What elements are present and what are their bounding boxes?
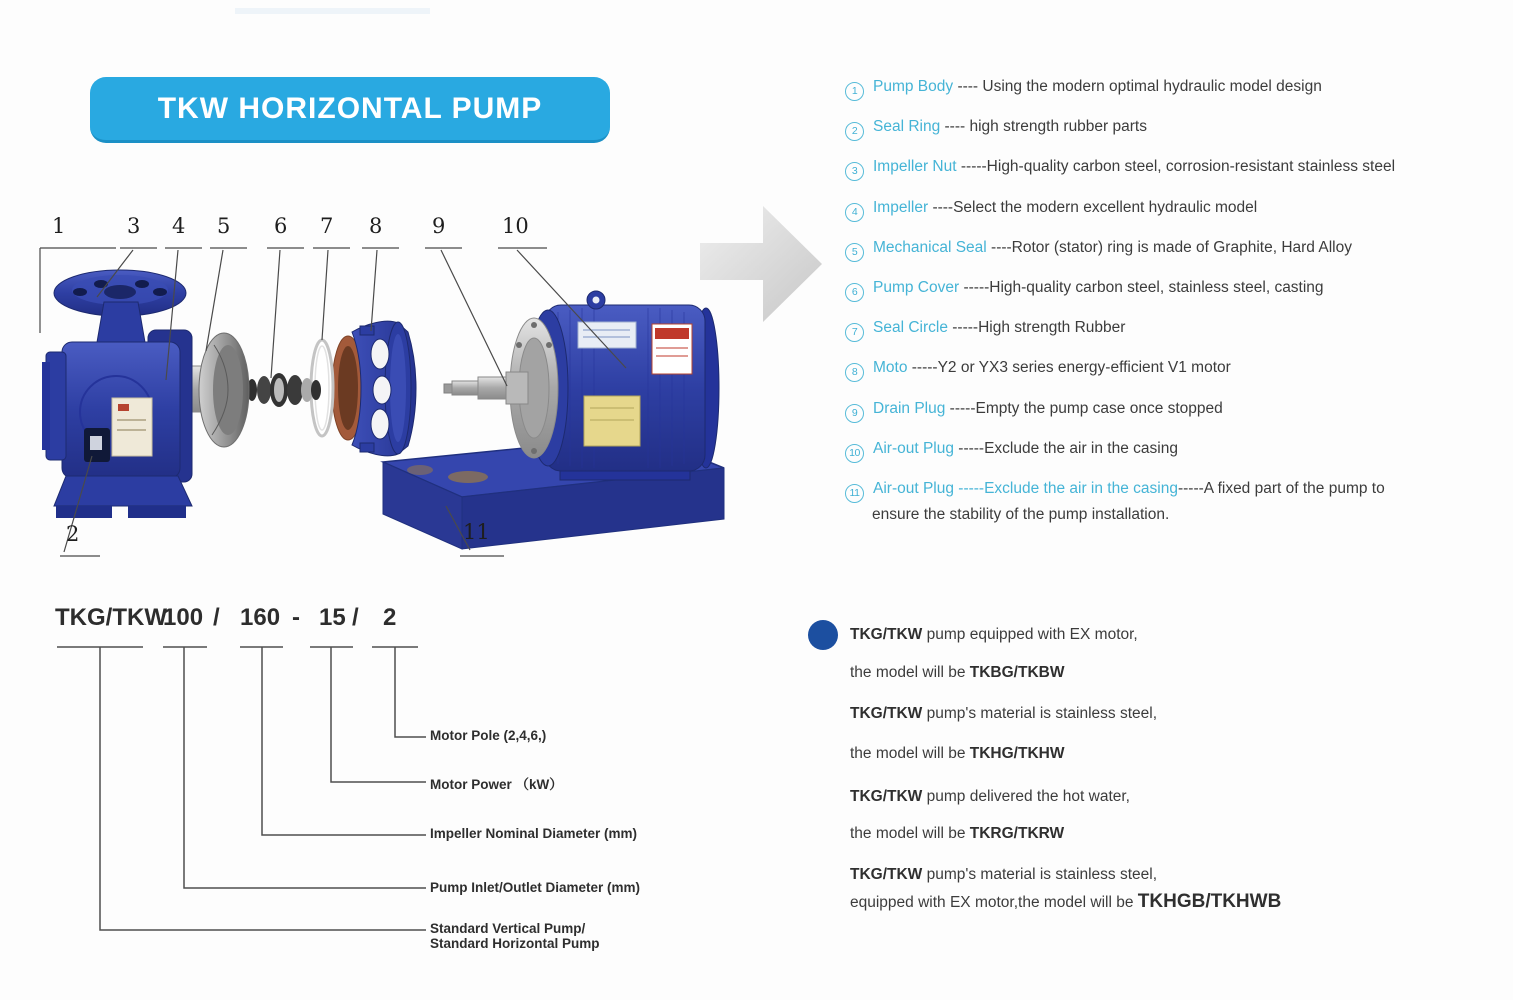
part-name: Air-out Plug (873, 480, 954, 497)
part-desc-highlight: -----Exclude the air in the casing (953, 480, 1178, 497)
variant-line (850, 891, 1281, 913)
variant-line (850, 705, 1157, 723)
part-name: Impeller Nut (873, 158, 957, 176)
model-code-connectors (57, 647, 426, 930)
part-desc: -----Exclude the air in the casing (953, 439, 1178, 457)
part-desc: -----Y2 or YX3 series energy-efficient V1 motor (907, 359, 1231, 377)
parts-list-item (845, 319, 1125, 342)
part-desc: -----A fixed part of the pump to (1177, 480, 1385, 497)
variant-line (850, 788, 1130, 806)
parts-list-item (845, 440, 1178, 463)
model-inlet: 100 (163, 604, 204, 631)
part-number-badge: 7 (845, 323, 864, 342)
variant-text-pre: the model will be (850, 745, 970, 762)
variant-line (850, 825, 1064, 843)
variant-model-code: TKHGB/TKHWB (1137, 891, 1282, 912)
legend-pump-type: Standard Vertical Pump/ Standard Horizontal Pump (430, 921, 600, 951)
model-diameter: 160 (240, 604, 281, 631)
legend-motor-pole: Motor Pole (2,4,6,) (430, 728, 547, 743)
parts-list-item (845, 118, 1147, 141)
callout-number: 8 (369, 214, 383, 238)
part-desc-line2: ensure the stability of the pump installation. (872, 506, 1170, 523)
model-sep1: / (213, 604, 220, 631)
variant-text-post: pump's material is stainless steel, (922, 866, 1158, 883)
variant-model-code: TKG/TKW (850, 866, 923, 883)
variant-line (850, 626, 1138, 644)
model-power: 15 (319, 604, 346, 631)
part-number-badge: 11 (845, 484, 864, 503)
part-number-badge: 3 (845, 162, 864, 181)
pump-cover (332, 321, 416, 456)
legend-inlet-outlet: Pump Inlet/Outlet Diameter (mm) (430, 880, 641, 895)
part-number-badge: 2 (845, 122, 864, 141)
part-name: Drain Plug (873, 399, 946, 417)
parts-list-item (845, 78, 1322, 101)
transition-arrow-icon (700, 206, 822, 322)
part-desc: ---- high strength rubber parts (940, 118, 1147, 136)
part-name: Air-out Plug (873, 439, 954, 457)
parts-list-item (845, 279, 1324, 302)
variant-line (850, 866, 1157, 884)
variant-line (850, 745, 1064, 763)
callout-number: 2 (66, 522, 80, 546)
part-name: Pump Body (873, 78, 954, 95)
part-desc: -----High-quality carbon steel, corrosion-resistant stainless steel (956, 158, 1396, 176)
part-desc: -----Empty the pump case once stopped (945, 399, 1223, 417)
callout-number: 1 (52, 214, 66, 238)
page-title: TKW HORIZONTAL PUMP (157, 91, 543, 125)
variant-model-code: TKG/TKW (850, 788, 923, 805)
bullet-dot (808, 620, 838, 650)
part-desc: ---- Using the modern optimal hydraulic model design (953, 78, 1322, 95)
part-number-badge: 1 (845, 82, 864, 101)
callout-number: 10 (502, 214, 529, 238)
variant-text-post: pump delivered the hot water, (922, 788, 1130, 805)
model-sep3: / (352, 604, 359, 631)
parts-list-item (845, 480, 1385, 524)
variant-line (850, 664, 1064, 682)
part-name: Pump Cover (873, 279, 960, 296)
callout-number: 3 (127, 214, 141, 238)
parts-list-item (845, 199, 1257, 222)
part-name: Mechanical Seal (873, 238, 987, 256)
part-number-badge: 5 (845, 243, 864, 262)
callout-number: 4 (172, 214, 186, 238)
part-number-badge: 8 (845, 363, 864, 382)
callout-number: 6 (274, 214, 288, 238)
part-name: Impeller (873, 198, 929, 216)
parts-list-item (845, 359, 1231, 382)
part-name: Seal Circle (873, 319, 948, 337)
yellow-label (584, 396, 640, 446)
variant-model-code: TKRG/TKRW (969, 825, 1065, 842)
variant-text-post: pump's material is stainless steel, (922, 705, 1158, 722)
parts-list-item (845, 239, 1352, 262)
variant-model-code: TKBG/TKBW (969, 664, 1065, 681)
part-number-badge: 9 (845, 404, 864, 423)
parts-list-item (845, 400, 1223, 423)
variant-model-code: TKG/TKW (850, 705, 923, 722)
part-desc: ----Select the modern excellent hydraulic model (928, 198, 1258, 216)
callout-number: 11 (463, 520, 490, 544)
part-number-badge: 6 (845, 283, 864, 302)
callout-number: 7 (320, 214, 334, 238)
part-desc: -----High-quality carbon steel, stainless steel, casting (959, 279, 1324, 296)
part-number-badge: 4 (845, 203, 864, 222)
variant-text-pre: equipped with EX motor,the model will be (850, 894, 1138, 911)
model-pole: 2 (383, 604, 397, 631)
variant-model-code: TKHG/TKHW (969, 745, 1065, 762)
callout-number: 5 (217, 214, 231, 238)
part-name: Moto (873, 359, 908, 377)
variant-text-post: pump equipped with EX motor, (922, 626, 1138, 643)
legend-motor-power: Motor Power （kW） (430, 777, 563, 792)
parts-list-item (845, 158, 1395, 181)
legend-impeller-diameter: Impeller Nominal Diameter (mm) (430, 826, 638, 841)
part-desc: -----High strength Rubber (947, 319, 1126, 337)
part-number-badge: 10 (845, 444, 864, 463)
variant-model-code: TKG/TKW (850, 626, 923, 643)
part-name: Seal Ring (873, 118, 941, 136)
callout-number: 9 (432, 214, 446, 238)
pump-body (42, 270, 192, 518)
motor-shaft (444, 372, 528, 404)
variant-text-pre: the model will be (850, 825, 970, 842)
variant-text-pre: the model will be (850, 664, 970, 681)
model-prefix: TKG/TKW (55, 604, 167, 631)
part-desc: ----Rotor (stator) ring is made of Graphite, Hard Alloy (986, 238, 1352, 256)
model-sep2: - (292, 604, 300, 631)
